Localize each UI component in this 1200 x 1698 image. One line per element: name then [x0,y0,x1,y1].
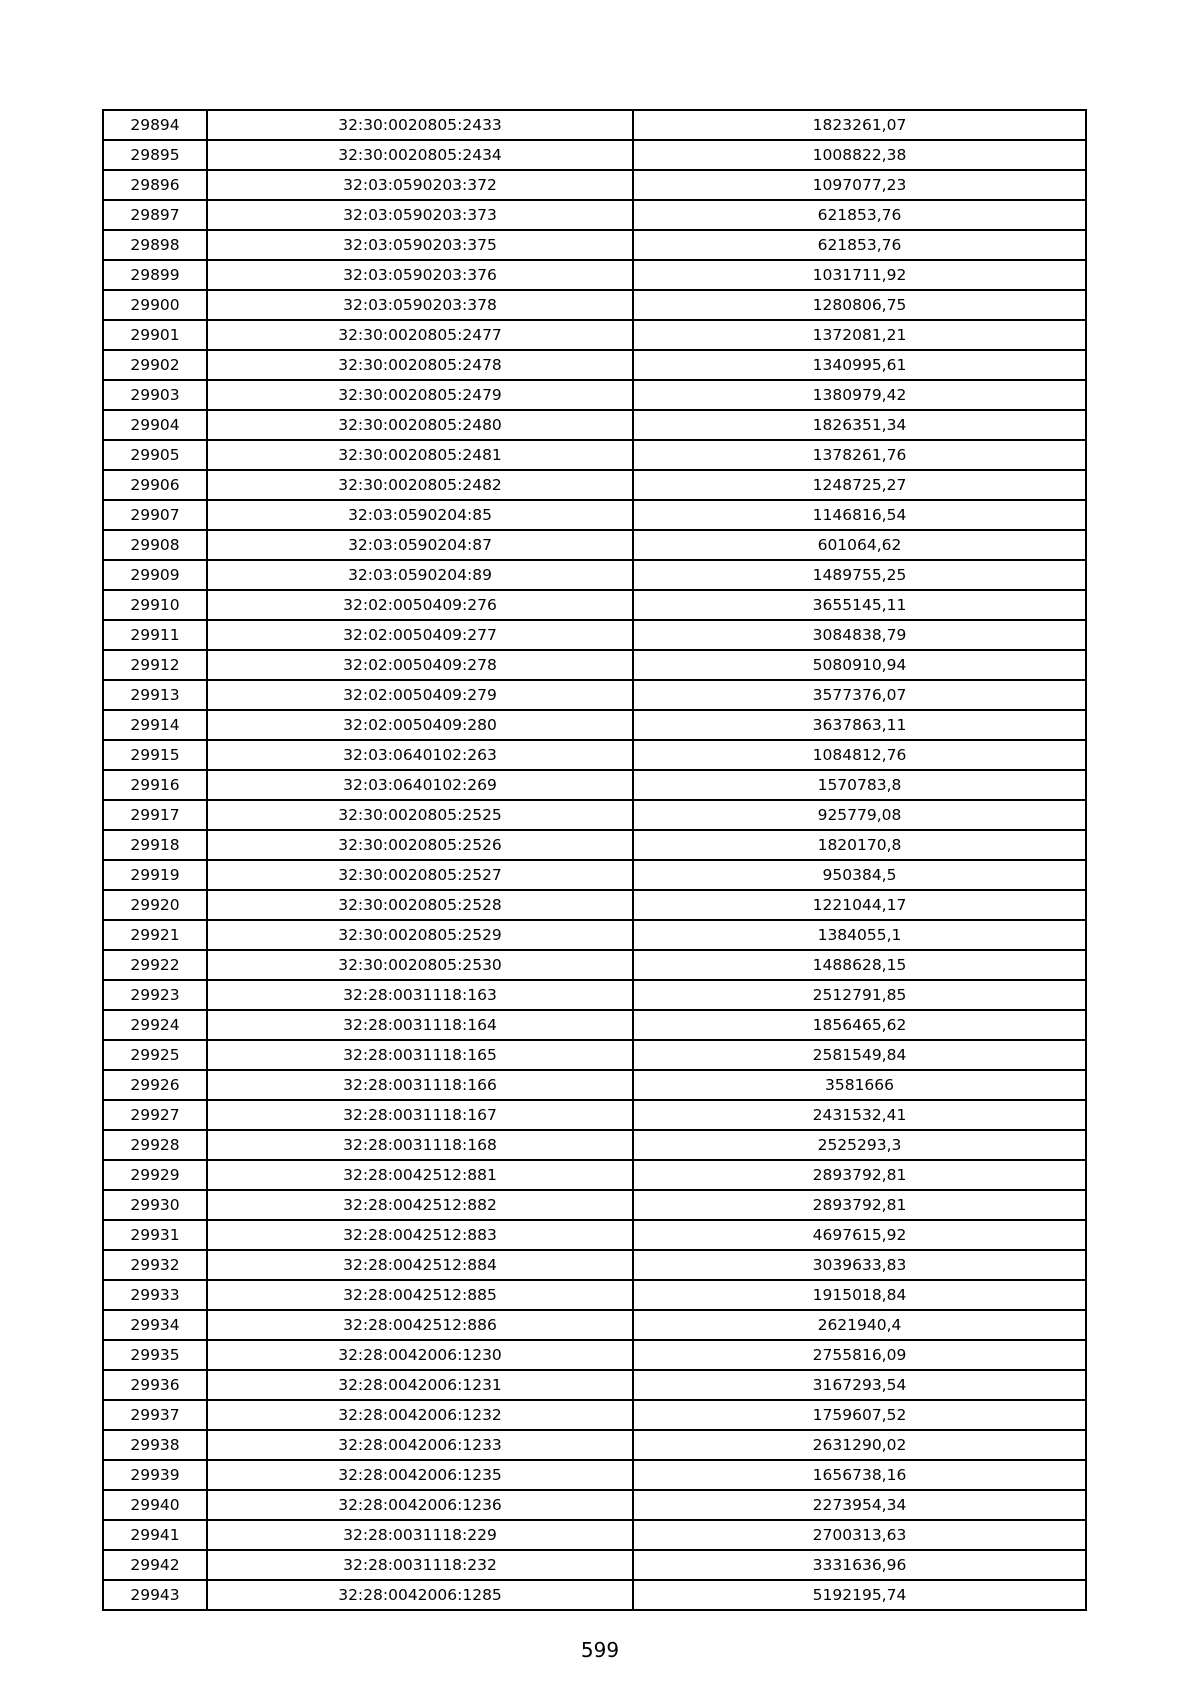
table-row [103,920,1086,950]
cadastral-value-cell: 1759607,52 [633,1400,1086,1430]
row-number-cell: 29924 [103,1010,207,1040]
cadastral-number-cell: 32:03:0590203:376 [207,260,633,290]
table-row [103,1460,1086,1490]
cadastral-value-cell: 1031711,92 [633,260,1086,290]
row-number-cell: 29916 [103,770,207,800]
table-row [103,470,1086,500]
cadastral-number-cell: 32:30:0020805:2525 [207,800,633,830]
table-row [103,380,1086,410]
cadastral-number-cell: 32:28:0042006:1232 [207,1400,633,1430]
cadastral-number-cell: 32:28:0031118:229 [207,1520,633,1550]
row-number-cell: 29902 [103,350,207,380]
row-number-cell: 29918 [103,830,207,860]
cadastral-number-cell: 32:30:0020805:2530 [207,950,633,980]
cadastral-value-cell: 1248725,27 [633,470,1086,500]
cadastral-value-cell: 3039633,83 [633,1250,1086,1280]
row-number-cell: 29927 [103,1100,207,1130]
row-number-cell: 29904 [103,410,207,440]
table-row [103,890,1086,920]
table-row [103,1010,1086,1040]
cadastral-value-cell: 1820170,8 [633,830,1086,860]
table-row [103,950,1086,980]
cadastral-value-cell: 1280806,75 [633,290,1086,320]
cadastral-number-cell: 32:30:0020805:2434 [207,140,633,170]
cadastral-value-cell: 2893792,81 [633,1160,1086,1190]
row-number-cell: 29943 [103,1580,207,1610]
cadastral-number-cell: 32:02:0050409:278 [207,650,633,680]
cadastral-value-cell: 3167293,54 [633,1370,1086,1400]
row-number-cell: 29897 [103,200,207,230]
table-row [103,1250,1086,1280]
row-number-cell: 29898 [103,230,207,260]
table-body [103,110,1086,1610]
table-row [103,860,1086,890]
table-row [103,440,1086,470]
table-row [103,560,1086,590]
table-row [103,320,1086,350]
cadastral-number-cell: 32:28:0042512:881 [207,1160,633,1190]
cadastral-value-cell: 3577376,07 [633,680,1086,710]
table-row [103,650,1086,680]
row-number-cell: 29894 [103,110,207,140]
cadastral-number-cell: 32:28:0042006:1231 [207,1370,633,1400]
row-number-cell: 29919 [103,860,207,890]
table-row [103,1490,1086,1520]
cadastral-value-cell: 621853,76 [633,200,1086,230]
row-number-cell: 29907 [103,500,207,530]
cadastral-value-cell: 5080910,94 [633,650,1086,680]
cadastral-value-cell: 2700313,63 [633,1520,1086,1550]
row-number-cell: 29917 [103,800,207,830]
cadastral-value-cell: 2755816,09 [633,1340,1086,1370]
cadastral-value-cell: 1378261,76 [633,440,1086,470]
table-row [103,1190,1086,1220]
cadastral-number-cell: 32:30:0020805:2478 [207,350,633,380]
cadastral-value-cell: 950384,5 [633,860,1086,890]
table-row [103,140,1086,170]
cadastral-value-cell: 1372081,21 [633,320,1086,350]
row-number-cell: 29941 [103,1520,207,1550]
row-number-cell: 29921 [103,920,207,950]
cadastral-value-cell: 1146816,54 [633,500,1086,530]
table-row [103,1340,1086,1370]
row-number-cell: 29936 [103,1370,207,1400]
cadastral-number-cell: 32:03:0590204:89 [207,560,633,590]
cadastral-number-cell: 32:28:0031118:167 [207,1100,633,1130]
cadastral-value-cell: 3655145,11 [633,590,1086,620]
table-row [103,590,1086,620]
row-number-cell: 29932 [103,1250,207,1280]
table-row [103,680,1086,710]
table-row [103,1370,1086,1400]
cadastral-number-cell: 32:30:0020805:2482 [207,470,633,500]
table-row [103,1160,1086,1190]
cadastral-number-cell: 32:28:0031118:163 [207,980,633,1010]
cadastral-number-cell: 32:28:0031118:165 [207,1040,633,1070]
row-number-cell: 29906 [103,470,207,500]
row-number-cell: 29901 [103,320,207,350]
cadastral-number-cell: 32:28:0042512:886 [207,1310,633,1340]
cadastral-value-cell: 1084812,76 [633,740,1086,770]
row-number-cell: 29925 [103,1040,207,1070]
table-row [103,1400,1086,1430]
cadastral-value-cell: 1008822,38 [633,140,1086,170]
cadastral-number-cell: 32:28:0042512:885 [207,1280,633,1310]
cadastral-value-cell: 1915018,84 [633,1280,1086,1310]
cadastral-value-cell: 1488628,15 [633,950,1086,980]
cadastral-value-cell: 3581666 [633,1070,1086,1100]
cadastral-number-cell: 32:28:0042006:1285 [207,1580,633,1610]
table-row [103,410,1086,440]
row-number-cell: 29929 [103,1160,207,1190]
cadastral-value-cell: 2893792,81 [633,1190,1086,1220]
cadastral-value-cell: 5192195,74 [633,1580,1086,1610]
cadastral-value-cell: 1823261,07 [633,110,1086,140]
cadastral-value-cell: 2581549,84 [633,1040,1086,1070]
cadastral-number-cell: 32:28:0042006:1233 [207,1430,633,1460]
cadastral-value-cell: 1570783,8 [633,770,1086,800]
row-number-cell: 29899 [103,260,207,290]
table-row [103,500,1086,530]
cadastral-value-cell: 925779,08 [633,800,1086,830]
cadastral-value-cell: 1097077,23 [633,170,1086,200]
cadastral-number-cell: 32:28:0042512:884 [207,1250,633,1280]
row-number-cell: 29911 [103,620,207,650]
cadastral-number-cell: 32:28:0031118:164 [207,1010,633,1040]
table-row [103,200,1086,230]
cadastral-number-cell: 32:30:0020805:2433 [207,110,633,140]
table-row [103,1280,1086,1310]
table-row [103,1040,1086,1070]
cadastral-number-cell: 32:03:0590203:372 [207,170,633,200]
cadastral-number-cell: 32:30:0020805:2527 [207,860,633,890]
row-number-cell: 29895 [103,140,207,170]
row-number-cell: 29910 [103,590,207,620]
table-row [103,170,1086,200]
table-row [103,230,1086,260]
row-number-cell: 29905 [103,440,207,470]
row-number-cell: 29938 [103,1430,207,1460]
cadastral-value-cell: 2273954,34 [633,1490,1086,1520]
cadastral-number-cell: 32:03:0590204:85 [207,500,633,530]
cadastral-value-cell: 2631290,02 [633,1430,1086,1460]
table-row [103,830,1086,860]
row-number-cell: 29913 [103,680,207,710]
row-number-cell: 29900 [103,290,207,320]
table-row [103,980,1086,1010]
row-number-cell: 29937 [103,1400,207,1430]
row-number-cell: 29909 [103,560,207,590]
cadastral-number-cell: 32:30:0020805:2526 [207,830,633,860]
cadastral-value-cell: 1856465,62 [633,1010,1086,1040]
cadastral-number-cell: 32:30:0020805:2481 [207,440,633,470]
table-row [103,710,1086,740]
cadastral-number-cell: 32:28:0031118:232 [207,1550,633,1580]
cadastral-value-cell: 1380979,42 [633,380,1086,410]
cadastral-number-cell: 32:02:0050409:279 [207,680,633,710]
row-number-cell: 29903 [103,380,207,410]
row-number-cell: 29940 [103,1490,207,1520]
cadastral-value-cell: 3084838,79 [633,620,1086,650]
row-number-cell: 29934 [103,1310,207,1340]
table-row [103,740,1086,770]
row-number-cell: 29942 [103,1550,207,1580]
cadastral-value-cell: 4697615,92 [633,1220,1086,1250]
row-number-cell: 29935 [103,1340,207,1370]
cadastral-number-cell: 32:28:0031118:166 [207,1070,633,1100]
row-number-cell: 29923 [103,980,207,1010]
row-number-cell: 29908 [103,530,207,560]
cadastral-value-cell: 1384055,1 [633,920,1086,950]
cadastral-value-table [102,109,1087,1611]
row-number-cell: 29915 [103,740,207,770]
cadastral-number-cell: 32:02:0050409:276 [207,590,633,620]
table-row [103,110,1086,140]
table-row [103,530,1086,560]
table-row [103,770,1086,800]
row-number-cell: 29930 [103,1190,207,1220]
cadastral-number-cell: 32:30:0020805:2529 [207,920,633,950]
cadastral-value-cell: 2431532,41 [633,1100,1086,1130]
table-row [103,1100,1086,1130]
cadastral-number-cell: 32:03:0590203:373 [207,200,633,230]
table-row [103,1130,1086,1160]
cadastral-number-cell: 32:30:0020805:2528 [207,890,633,920]
cadastral-value-cell: 1489755,25 [633,560,1086,590]
table-row [103,1220,1086,1250]
cadastral-number-cell: 32:03:0590203:375 [207,230,633,260]
cadastral-number-cell: 32:30:0020805:2479 [207,380,633,410]
row-number-cell: 29939 [103,1460,207,1490]
row-number-cell: 29914 [103,710,207,740]
table-row [103,1520,1086,1550]
cadastral-value-cell: 601064,62 [633,530,1086,560]
cadastral-number-cell: 32:30:0020805:2477 [207,320,633,350]
table-row [103,1070,1086,1100]
cadastral-value-cell: 3637863,11 [633,710,1086,740]
cadastral-value-cell: 1656738,16 [633,1460,1086,1490]
cadastral-number-cell: 32:02:0050409:280 [207,710,633,740]
cadastral-value-cell: 3331636,96 [633,1550,1086,1580]
cadastral-number-cell: 32:28:0042512:882 [207,1190,633,1220]
page-number: 599 [580,1638,620,1662]
cadastral-value-cell: 2525293,3 [633,1130,1086,1160]
row-number-cell: 29926 [103,1070,207,1100]
cadastral-number-cell: 32:28:0042512:883 [207,1220,633,1250]
cadastral-number-cell: 32:28:0042006:1236 [207,1490,633,1520]
cadastral-value-cell: 2512791,85 [633,980,1086,1010]
cadastral-number-cell: 32:02:0050409:277 [207,620,633,650]
row-number-cell: 29933 [103,1280,207,1310]
table-row [103,1550,1086,1580]
table-row [103,1580,1086,1610]
table-row [103,620,1086,650]
cadastral-value-cell: 621853,76 [633,230,1086,260]
row-number-cell: 29896 [103,170,207,200]
cadastral-number-cell: 32:03:0590204:87 [207,530,633,560]
cadastral-number-cell: 32:28:0042006:1230 [207,1340,633,1370]
table-row [103,260,1086,290]
row-number-cell: 29920 [103,890,207,920]
cadastral-value-cell: 2621940,4 [633,1310,1086,1340]
cadastral-number-cell: 32:30:0020805:2480 [207,410,633,440]
table-row [103,1310,1086,1340]
row-number-cell: 29922 [103,950,207,980]
cadastral-value-cell: 1826351,34 [633,410,1086,440]
cadastral-value-cell: 1221044,17 [633,890,1086,920]
cadastral-number-cell: 32:03:0640102:263 [207,740,633,770]
cadastral-number-cell: 32:03:0590203:378 [207,290,633,320]
table-row [103,290,1086,320]
row-number-cell: 29912 [103,650,207,680]
row-number-cell: 29928 [103,1130,207,1160]
table-row [103,350,1086,380]
row-number-cell: 29931 [103,1220,207,1250]
cadastral-number-cell: 32:28:0031118:168 [207,1130,633,1160]
cadastral-number-cell: 32:03:0640102:269 [207,770,633,800]
cadastral-value-cell: 1340995,61 [633,350,1086,380]
table-row [103,800,1086,830]
table-row [103,1430,1086,1460]
cadastral-number-cell: 32:28:0042006:1235 [207,1460,633,1490]
